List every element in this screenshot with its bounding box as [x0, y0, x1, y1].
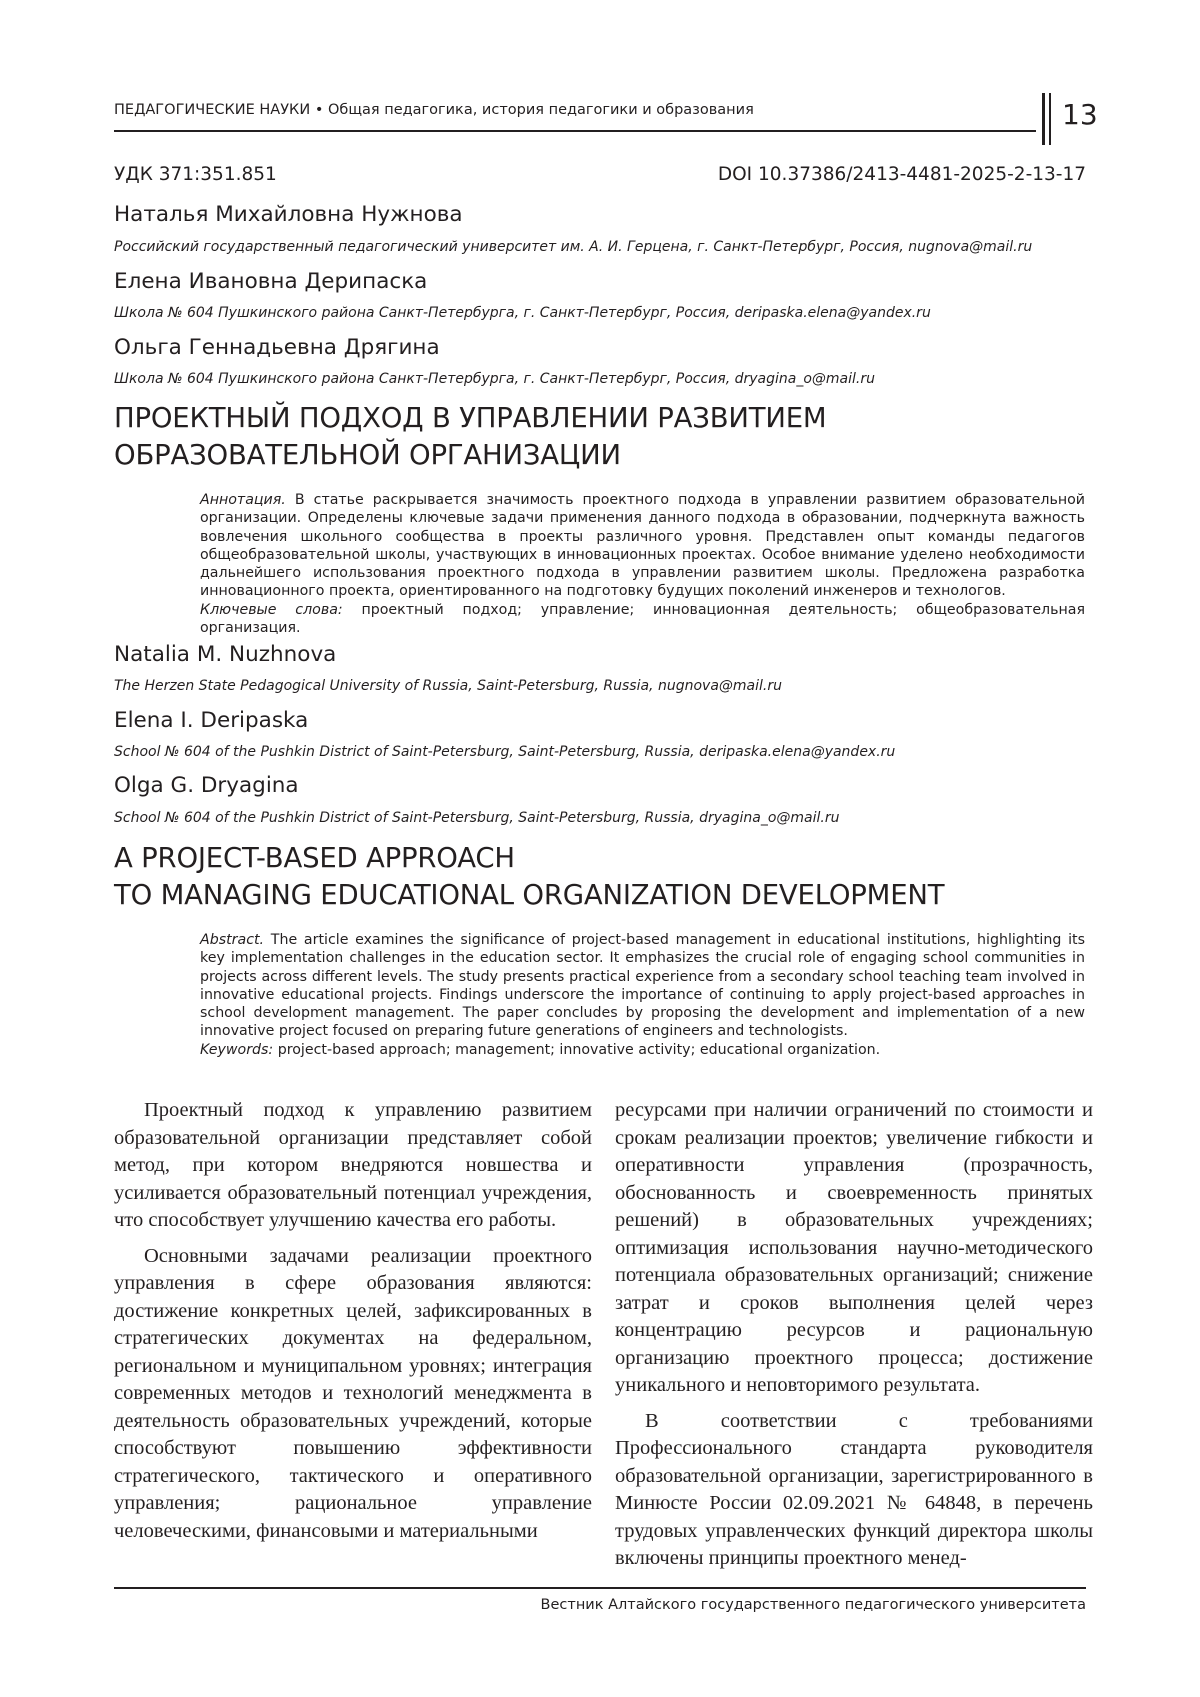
doi: DOI 10.37386/2413-4481-2025-2-13-17 [717, 164, 1086, 185]
page-number: 13 [1062, 98, 1098, 131]
article-title-en-line1: A PROJECT-BASED APPROACH [114, 842, 515, 874]
author-name-en-2: Elena I. Deripaska [114, 708, 309, 733]
udk-code: УДК 371:351.851 [114, 164, 277, 185]
body-paragraph: Основными задачами реализации проектного управления в сфере образования являются: достижение конкретных целей, зафиксированных в стратегических документах на федеральном, региональном и муниципальном уровнях; интеграция современных методов и технологий менеджмента в деятельность образовательных учреждений, которые способствуют повышению эффективности стратегического, тактического и оперативного управления; рациональное управление человеческими, финансовыми и материальными [114, 1244, 592, 1542]
running-header [114, 102, 1036, 142]
abstract-ru-label: Аннотация. [200, 492, 286, 508]
author-name-en-1: Natalia M. Nuzhnova [114, 642, 337, 667]
author-affiliation-en-2: School № 604 of the Pushkin District of Saint-Petersburg, Saint-Petersburg, Russia, deripaska.elena@yandex.ru [114, 744, 896, 760]
author-name-ru-1: Наталья Михайловна Нужнова [114, 202, 463, 227]
abstract-ru [200, 491, 1085, 637]
author-name-en-3: Olga G. Dryagina [114, 773, 299, 798]
abstract-en-text: The article examines the significance of project-based management in educational institutions, highlighting its key implementation challenges in the education sector. It emphasizes the crucial role of engaging school communities in projects across different levels. The study presents practical experience from a secondary school teaching team involved in innovative educational projects. Findings underscore the importance of continuing to apply project-based approaches in school development management. The paper concludes by proposing the development and implementation of a new innovative project focused on preparing future generations of engineers and technologists. [200, 932, 1085, 1040]
footer-rule [114, 1587, 1086, 1589]
header-bullet: • [314, 102, 324, 118]
abstract-en-paragraph [200, 931, 1085, 1041]
author-affiliation-en-3: School № 604 of the Pushkin District of Saint-Petersburg, Saint-Petersburg, Russia, dryagina_o@mail.ru [114, 810, 840, 826]
body-column-left [114, 1097, 592, 1553]
article-title-ru-line2: ОБРАЗОВАТЕЛЬНОЙ ОРГАНИЗАЦИИ [114, 439, 621, 471]
author-name-ru-2: Елена Ивановна Дерипаска [114, 269, 428, 294]
author-name-ru-3: Ольга Геннадьевна Дрягина [114, 335, 440, 360]
abstract-ru-paragraph [200, 491, 1085, 601]
article-title-en-line2: TO MANAGING EDUCATIONAL ORGANIZATION DEVELOPMENT [114, 879, 945, 911]
article-title-en [114, 840, 944, 914]
body-paragraph: ресурсами при наличии ограничений по стоимости и срокам реализации проектов; увеличение гибкости и оперативности управления (прозрачность, обоснованность и своевременность принятых решений) в образовательных учреждениях; оптимизация использования научно-методического потенциала образовательных организаций; снижение затрат и сроков выполнения целей через концентрацию ресурсов и рациональную организацию проектного процесса; достижение уникального и неповторимого результата. [615, 1099, 1093, 1396]
abstract-en [200, 931, 1085, 1059]
body-paragraph: Проектный подход к управлению развитием образовательной организации представляет собой метод, при котором внедряются новшества и усиливается образовательный потенциал учреждения, что способствует улучшению качества его работы. [114, 1099, 592, 1231]
author-affiliation-ru-1: Российский государственный педагогический университет им. А. И. Герцена, г. Санкт-Петербург, Россия, nugnova@mail.ru [114, 239, 1033, 255]
article-title-ru [114, 400, 826, 474]
keywords-en-text: project-based approach; management; innovative activity; educational organization. [273, 1041, 881, 1058]
header-rule [114, 130, 1036, 132]
footer-journal-name: Вестник Алтайского государственного педагогического университета [540, 1597, 1086, 1613]
abstract-en-label: Abstract. [200, 932, 265, 948]
header-subsection: Общая педагогика, история педагогики и образования [327, 102, 754, 118]
header-section: ПЕДАГОГИЧЕСКИЕ НАУКИ [114, 102, 311, 118]
header-vertical-bar [1042, 93, 1045, 145]
author-affiliation-ru-2: Школа № 604 Пушкинского района Санкт-Петербурга, г. Санкт-Петербург, Россия, deripaska.elena@yandex.ru [114, 305, 931, 321]
keywords-ru-paragraph [200, 601, 1085, 638]
keywords-en-paragraph [200, 1041, 1085, 1059]
keywords-ru-label: Ключевые слова: [200, 601, 343, 618]
article-title-ru-line1: ПРОЕКТНЫЙ ПОДХОД В УПРАВЛЕНИИ РАЗВИТИЕМ [114, 402, 827, 434]
author-affiliation-en-1: The Herzen State Pedagogical University of Russia, Saint-Petersburg, Russia, nugnova@mail.ru [114, 678, 782, 694]
keywords-ru-text: проектный подход; управление; инновационная деятельность; общеобразовательная организация. [200, 601, 1085, 637]
header-vertical-bar-thin [1049, 93, 1051, 145]
body-paragraph: В соответствии с требованиями Профессионального стандарта руководителя образовательной организации, зарегистрированного в Минюсте России 02.09.2021 № 64848, в перечень трудовых управленческих функций директора школы включены принципы проектного менед- [615, 1409, 1093, 1569]
keywords-en-label: Keywords: [200, 1041, 274, 1058]
body-column-right [615, 1097, 1093, 1581]
author-affiliation-ru-3: Школа № 604 Пушкинского района Санкт-Петербурга, г. Санкт-Петербург, Россия, dryagina_o@mail.ru [114, 371, 875, 387]
header-text [114, 102, 754, 118]
abstract-ru-text: В статье раскрывается значимость проектного подхода в управлении развитием образовательной организации. Определены ключевые задачи применения данного подхода в образовании, подчеркнута важность вовлечения школьного сообщества в проекты различного уровня. Представлен опыт команды педагогов общеобразовательной школы, участвующих в инновационных проектах. Особое внимание уделено необходимости дальнейшего использования проектного подхода в управлении развитием школы. Предложена разработка инновационного проекта, ориентированного на подготовку будущих поколений инженеров и технологов. [200, 492, 1085, 600]
